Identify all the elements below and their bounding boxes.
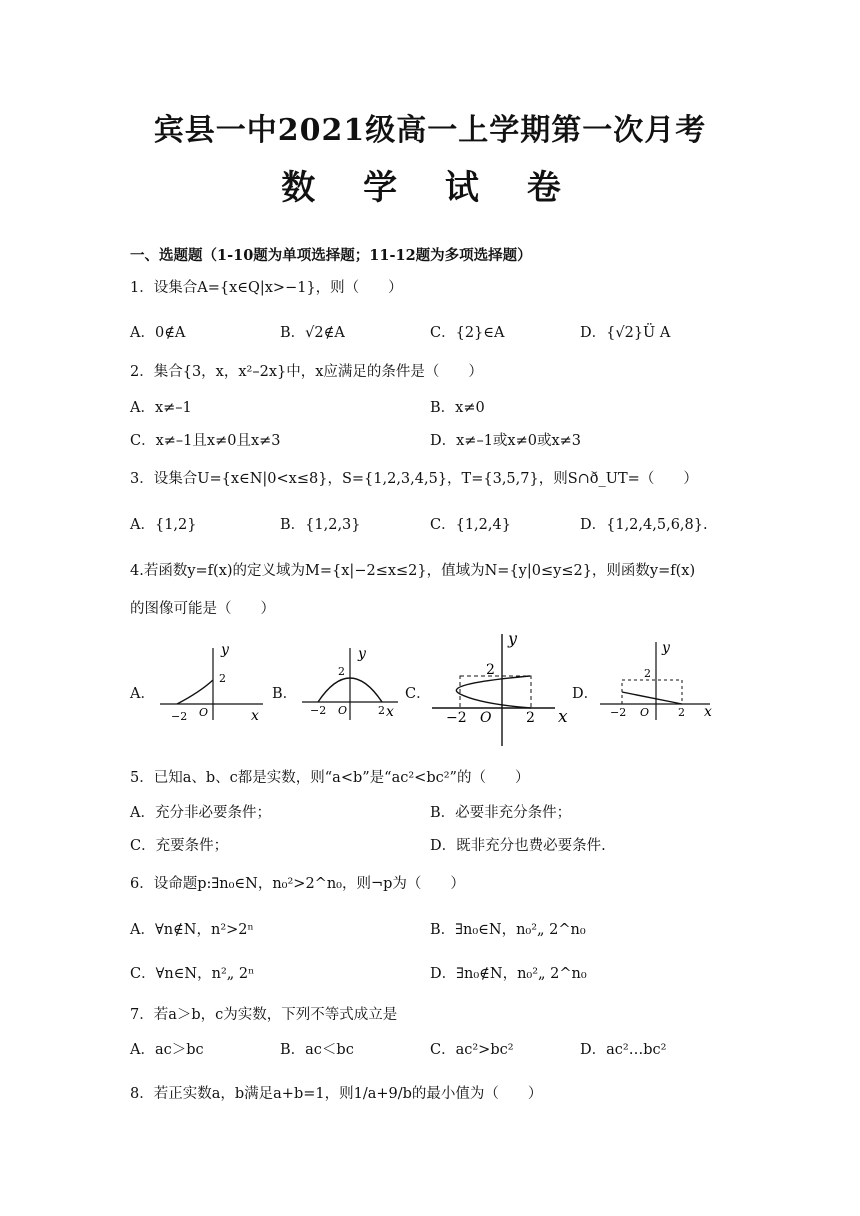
- q5-option-b: B．必要非充分条件；: [430, 805, 572, 821]
- graph-c-y-tick: 2: [486, 662, 495, 678]
- q6-option-d: D．∃n₀∉N，n₀²„ 2^n₀: [430, 966, 587, 982]
- graph-c-origin: O: [480, 710, 492, 726]
- q5-stem: 5．已知a、b、c都是实数，则“a<b”是“ac²<bc²”的（ ）: [130, 770, 530, 786]
- graph-d-x-tick-pos: 2: [678, 706, 685, 719]
- exam-title: 宾县一中2021级高一上学期第一次月考: [153, 113, 707, 148]
- q6-option-a: A．∀n∉N，n²>2ⁿ: [130, 922, 254, 938]
- q6-option-b: B．∃n₀∈N，n₀²„ 2^n₀: [430, 922, 586, 938]
- q1-option-a: A．0∉A: [130, 325, 186, 341]
- q7-stem: 7．若a＞b，c为实数，下列不等式成立是: [130, 1007, 398, 1023]
- graph-d-x-label: x: [704, 704, 712, 720]
- q3-stem: 3．设集合U={x∈N|0<x≤8}，S={1,2,3,4,5}，T={3,5,7}，则S∩ð_UT=（ ）: [130, 471, 698, 487]
- q4-stem: 4.若函数y=f(x)的定义域为M={x|−2≤x≤2}，值域为N={y|0≤y≤2}，则函数y=f(x): [130, 563, 696, 579]
- q3-option-c: C．{1,2,4}: [430, 517, 511, 533]
- section-heading: 一、选题题（1-10题为单项选择题；11-12题为多项选择题）: [130, 247, 532, 264]
- graph-b-x-tick-neg: −2: [310, 704, 327, 717]
- graph-c: [430, 630, 575, 748]
- q8-stem: 8．若正实数a，b满足a+b=1，则1/a+9/b的最小值为（ ）: [130, 1086, 543, 1102]
- graph-c-y-label: y: [508, 630, 518, 648]
- q7-option-d: D．ac²…bc²: [580, 1042, 667, 1058]
- exam-subtitle: 数 学 试 卷: [281, 168, 579, 208]
- graph-b-x-label: x: [386, 704, 394, 720]
- q4-stem-cont: 的图像可能是（ ）: [130, 601, 275, 617]
- graph-a-x-label: x: [251, 708, 259, 724]
- graph-a: [155, 640, 270, 725]
- q1-option-d: D．{√2}Ü A: [580, 325, 671, 341]
- q5-option-d: D．既非充分也费必要条件.: [430, 838, 606, 854]
- q2-option-d: D．x≠–1或x≠0或x≠3: [430, 433, 582, 449]
- q6-stem: 6．设命题p:∃n₀∈N，n₀²>2^n₀，则¬p为（ ）: [130, 876, 465, 892]
- q7-option-b: B．ac＜bc: [280, 1042, 354, 1058]
- graph-c-x-tick-neg: −2: [446, 710, 467, 726]
- graph-d-y-tick: 2: [644, 667, 651, 680]
- q1-stem: 1．设集合A={x∈Q|x>−1}，则（ ）: [130, 280, 403, 296]
- q4-option-a: A．: [130, 686, 155, 702]
- graph-b-x-tick-pos: 2: [378, 704, 385, 717]
- graph-b: [298, 640, 403, 725]
- q2-option-c: C．x≠–1且x≠0且x≠3: [130, 433, 281, 449]
- graph-d-origin: O: [640, 706, 650, 719]
- q4-option-c: C．: [405, 686, 431, 702]
- q3-option-d: D．{1,2,4,5,6,8}.: [580, 517, 708, 533]
- graph-d: [598, 638, 723, 723]
- graph-c-x-tick-pos: 2: [526, 710, 535, 726]
- q4-option-d: D．: [572, 686, 599, 702]
- graph-a-y-label: y: [221, 642, 229, 658]
- graph-a-origin: O: [199, 706, 209, 719]
- q7-option-a: A．ac＞bc: [130, 1042, 204, 1058]
- q1-option-b: B．√2∉A: [280, 325, 345, 341]
- q3-option-b: B．{1,2,3}: [280, 517, 361, 533]
- graph-b-y-label: y: [358, 646, 366, 662]
- q5-option-c: C．充要条件；: [130, 838, 229, 854]
- q4-option-b: B．: [272, 686, 298, 702]
- q1-option-c: C．{2}∈A: [430, 325, 505, 341]
- graph-b-y-tick: 2: [338, 665, 345, 678]
- graph-b-origin: O: [338, 704, 348, 717]
- q2-option-b: B．x≠0: [430, 400, 485, 416]
- graph-a-x-tick: −2: [171, 710, 188, 723]
- q5-option-a: A．充分非必要条件；: [130, 805, 271, 821]
- q7-option-c: C．ac²>bc²: [430, 1042, 514, 1058]
- q3-option-a: A．{1,2}: [130, 517, 197, 533]
- graph-a-y-tick: 2: [219, 672, 226, 685]
- graph-d-x-tick-neg: −2: [610, 706, 627, 719]
- q2-stem: 2．集合{3，x，x²–2x}中，x应满足的条件是（ ）: [130, 364, 483, 380]
- graph-c-x-label: x: [558, 707, 568, 727]
- graph-d-y-label: y: [662, 640, 670, 656]
- q2-option-a: A．x≠–1: [130, 400, 192, 416]
- q6-option-c: C．∀n∈N，n²„ 2ⁿ: [130, 966, 255, 982]
